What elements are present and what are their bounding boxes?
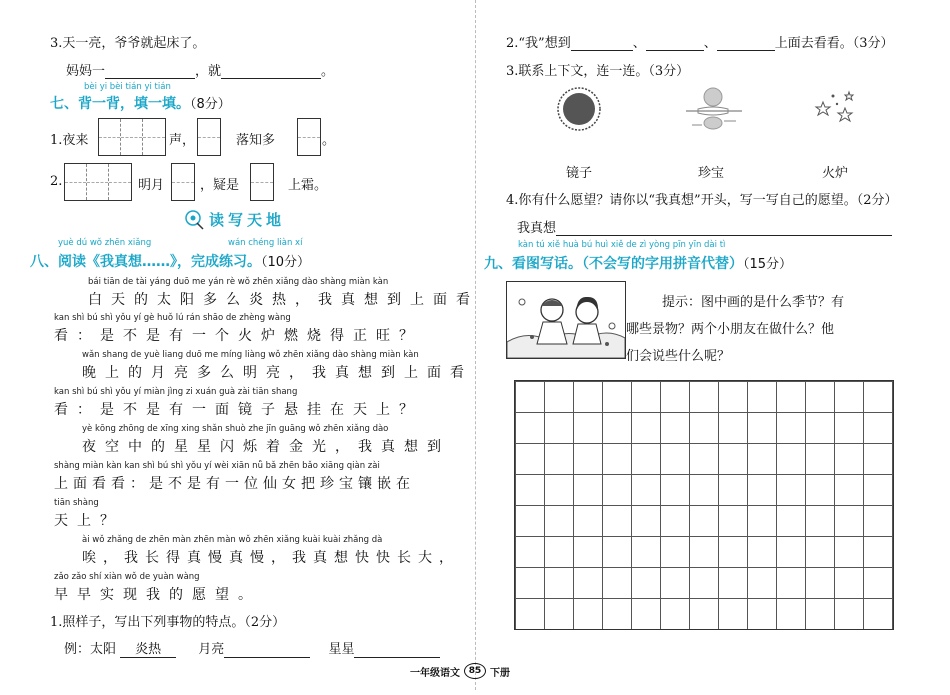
example-answer: 炎热 [120,638,176,658]
writing-grid[interactable] [514,380,894,630]
pencil-flower-icon [183,208,205,230]
moon-icon [684,85,744,133]
passage-line: 唉，我长得真慢真慢，我真想快快长大， [82,550,460,566]
tian-grid[interactable] [250,163,274,201]
tian-grid[interactable] [297,118,321,156]
tian-grid[interactable] [64,163,132,201]
q1-text: 1.照样子，写出下列事物的特点。（2分） [50,615,286,630]
passage-pinyin: tiān shàng [54,498,99,508]
q4-text: 4.你有什么愿望？请你以“我真想”开头，写一写自己的愿望。（2分） [506,193,898,208]
stars-icon [813,88,859,128]
read-write-banner [183,208,285,230]
passage-line: 看：是不是有一个火炉燃烧得正旺？ [54,328,422,344]
footer-grade: 一年级语文 [410,667,460,679]
sun-icon [553,85,605,133]
blank[interactable] [717,38,775,51]
hint-line: 们会说些什么呢？ [626,349,731,364]
passage-pinyin: shàng miàn kàn kan shì bú shì yǒu yí wèi xiān nǚ bǎ zhēn bǎo xiāng qiàn zài [54,461,380,471]
sec7-heading: 七、背一背，填一填。（8分） [50,96,231,112]
q1-example: 例：太阳 炎热 月亮 星星 [64,638,440,658]
q4-answer-line: 我真想 [517,217,892,236]
tian-grid[interactable] [98,118,166,156]
read-write-label: 读写天地 [209,210,286,229]
passage-line: 天上？ [54,513,123,529]
blank[interactable] [646,38,704,51]
page-number: 85 [464,663,486,679]
blank[interactable] [105,66,195,79]
blank[interactable] [571,38,633,51]
tian-grid[interactable] [171,163,195,201]
passage-line: 白天的太阳多么炎热，我真想到上面看 [88,292,479,308]
passage-line: 早早实现我的愿望。 [54,587,261,603]
blank[interactable] [221,66,321,79]
passage-pinyin: zǎo zǎo shí xiàn wǒ de yuàn wàng [54,572,200,582]
footer-volume: 下册 [490,667,510,679]
match-label[interactable]: 镜子 [566,166,593,181]
sec8-pinyin-a: yuè dú wǒ zhēn xiǎng [58,238,152,248]
passage-line: 夜空中的星星闪烁着金光，我真想到 [82,439,450,455]
passage-line: 看：是不是有一面镜子悬挂在天上？ [54,402,422,418]
passage-pinyin: kan shì bú shì yǒu yí gè huǒ lú rán shāo de zhèng wàng [54,313,291,323]
sec7-pinyin: bèi yi bèi tián yi tián [84,82,171,92]
sec9-heading: 九、看图写话。（不会写的字用拼音代替）（15分） [484,256,793,272]
sec7-q2-label: 2. [50,174,63,189]
match-label[interactable]: 珍宝 [698,166,725,181]
q3-line1: 3.天一亮，爷爷就起床了。 [50,36,206,51]
passage-pinyin: wǎn shang de yuè liang duō me míng liàng wǒ zhēn xiǎng dào shàng miàn kàn [82,350,419,360]
hint-line: 哪些景物？两个小朋友在做什么？他 [626,322,835,337]
sec7-q1-text: 落知多 [236,133,276,148]
q3-line2: 妈妈一 ，就 。 [66,64,335,79]
blank[interactable] [224,645,310,658]
passage-pinyin: kan shì bú shì yǒu yí miàn jìng zi xuán guà zài tiān shang [54,387,298,397]
passage-pinyin: ài wǒ zhǎng de zhēn màn zhēn màn wǒ zhēn xiǎng kuài kuài zhǎng dà [82,535,383,545]
passage-pinyin: yè kōng zhōng de xīng xing shǎn shuò zhe jīn guāng wǒ zhēn xiǎng dào [82,424,389,434]
passage-line: 晚上的月亮多么明亮，我真想到上面看 [82,365,473,381]
q3-text: 3.联系上下文，连一连。（3分） [506,64,690,79]
sec8-pinyin-b: wán chéng liàn xí [228,238,303,248]
sec7-q1-label: 1.夜来 [50,133,89,148]
page-divider [475,0,476,690]
sec7-q1-text: 。 [322,133,336,148]
footer [410,663,510,679]
children-picture [506,281,626,359]
tian-grid[interactable] [197,118,221,156]
sec9-pinyin: kàn tú xiě huà bú huì xiě de zì yòng pīn yīn dài tì [518,240,726,250]
blank[interactable] [556,223,892,236]
sec7-q2-text: 明月 [138,178,165,193]
sec7-q2-text: ，疑是 [200,178,240,193]
q2-text: 2.“我”想到 、 、 上面去看看。（3分） [506,36,894,51]
passage-line: 上面看看：是不是有一位仙女把珍宝镶嵌在 [54,476,415,492]
sec7-q1-text: 声， [169,133,196,148]
match-label[interactable]: 火炉 [822,166,849,181]
passage-pinyin: bái tiān de tài yáng duō me yán rè wǒ zhēn xiǎng dào shàng miàn kàn [88,277,389,287]
sec8-heading: 八、阅读《我真想……》，完成练习。（10分） [30,254,311,270]
blank[interactable] [354,645,440,658]
sec7-q2-text: 上霜。 [288,178,328,193]
hint-line: 提示：图中画的是什么季节？有 [662,295,845,310]
